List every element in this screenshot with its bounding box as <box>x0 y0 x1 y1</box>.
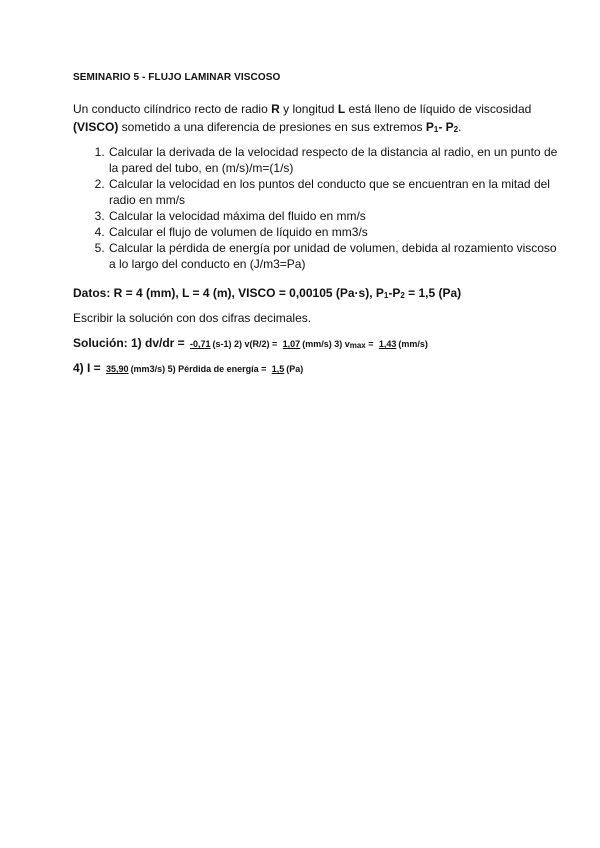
task-item: 4. Calcular el flujo de volumen de líquido en mm3/s <box>108 224 563 240</box>
task-item: 1. Calcular la derivada de la velocidad respecto de la distancia al radio, en un punto de la pared del tubo, en (m/s)/m=(1/s) <box>108 144 563 176</box>
statement-text: está lleno de líquido de viscosidad <box>345 102 532 116</box>
statement-text: sometido a una diferencia de presiones en sus extremos <box>118 120 426 134</box>
task-item: 5. Calcular la pérdida de energía por unidad de volumen, debida al rozamiento viscoso a lo largo del conducto en (J/m3=Pa) <box>108 240 563 272</box>
symbol-visco: (VISCO) <box>73 120 119 134</box>
task-item: 2. Calcular la velocidad en los puntos del conducto que se encuentran en la mitad del radio en mm/s <box>108 176 563 208</box>
answer-4: 35,90 <box>106 364 129 374</box>
symbol-p1: $P_1-$ $P_2$ <box>425 120 459 134</box>
answer-2: 1,07 <box>282 339 301 349</box>
statement-text: Un conducto cilíndrico recto de radio <box>73 102 272 116</box>
given-data: Datos: R = 4 (mm), L = 4 (m), VISCO = 0,00105 (Pa·s), $P_1-P_2 = 1,5$ (Pa) <box>73 286 462 300</box>
task-item: 3. Calcular la velocidad máxima del fluido en mm/s <box>108 208 563 224</box>
answer-3: 1,43 <box>378 339 397 349</box>
solution-line-1: Solución: 1) dv/dr = -0,71 (s-1) 2) v(R/2) = 1,07 (mm/s) 3) $v_{max} = 1,43$ (mm/s) <box>73 336 428 350</box>
problem-statement: Un conducto cilíndrico recto de radio R y longitud L está lleno de líquido de viscosidad (VISCO) sometido a una diferencia de presiones en sus extremos $P_1-$ $P_2$. <box>73 102 532 134</box>
answer-1: -0,71 <box>190 339 211 349</box>
solution-line-2: 4) I = 35,90 (mm3/s) 5) Pérdida de energía = 1,5 (Pa) <box>73 361 304 375</box>
instruction-text: Escribir la solución con dos cifras decimales. <box>73 311 312 325</box>
statement-text: y longitud <box>279 102 338 116</box>
symbol-l: L <box>337 102 346 116</box>
task-list <box>73 144 563 272</box>
symbol-r: R <box>271 102 280 116</box>
answer-5: 1,5 <box>271 364 285 374</box>
page-title: SEMINARIO 5 - FLUJO LAMINAR VISCOSO <box>73 72 281 83</box>
